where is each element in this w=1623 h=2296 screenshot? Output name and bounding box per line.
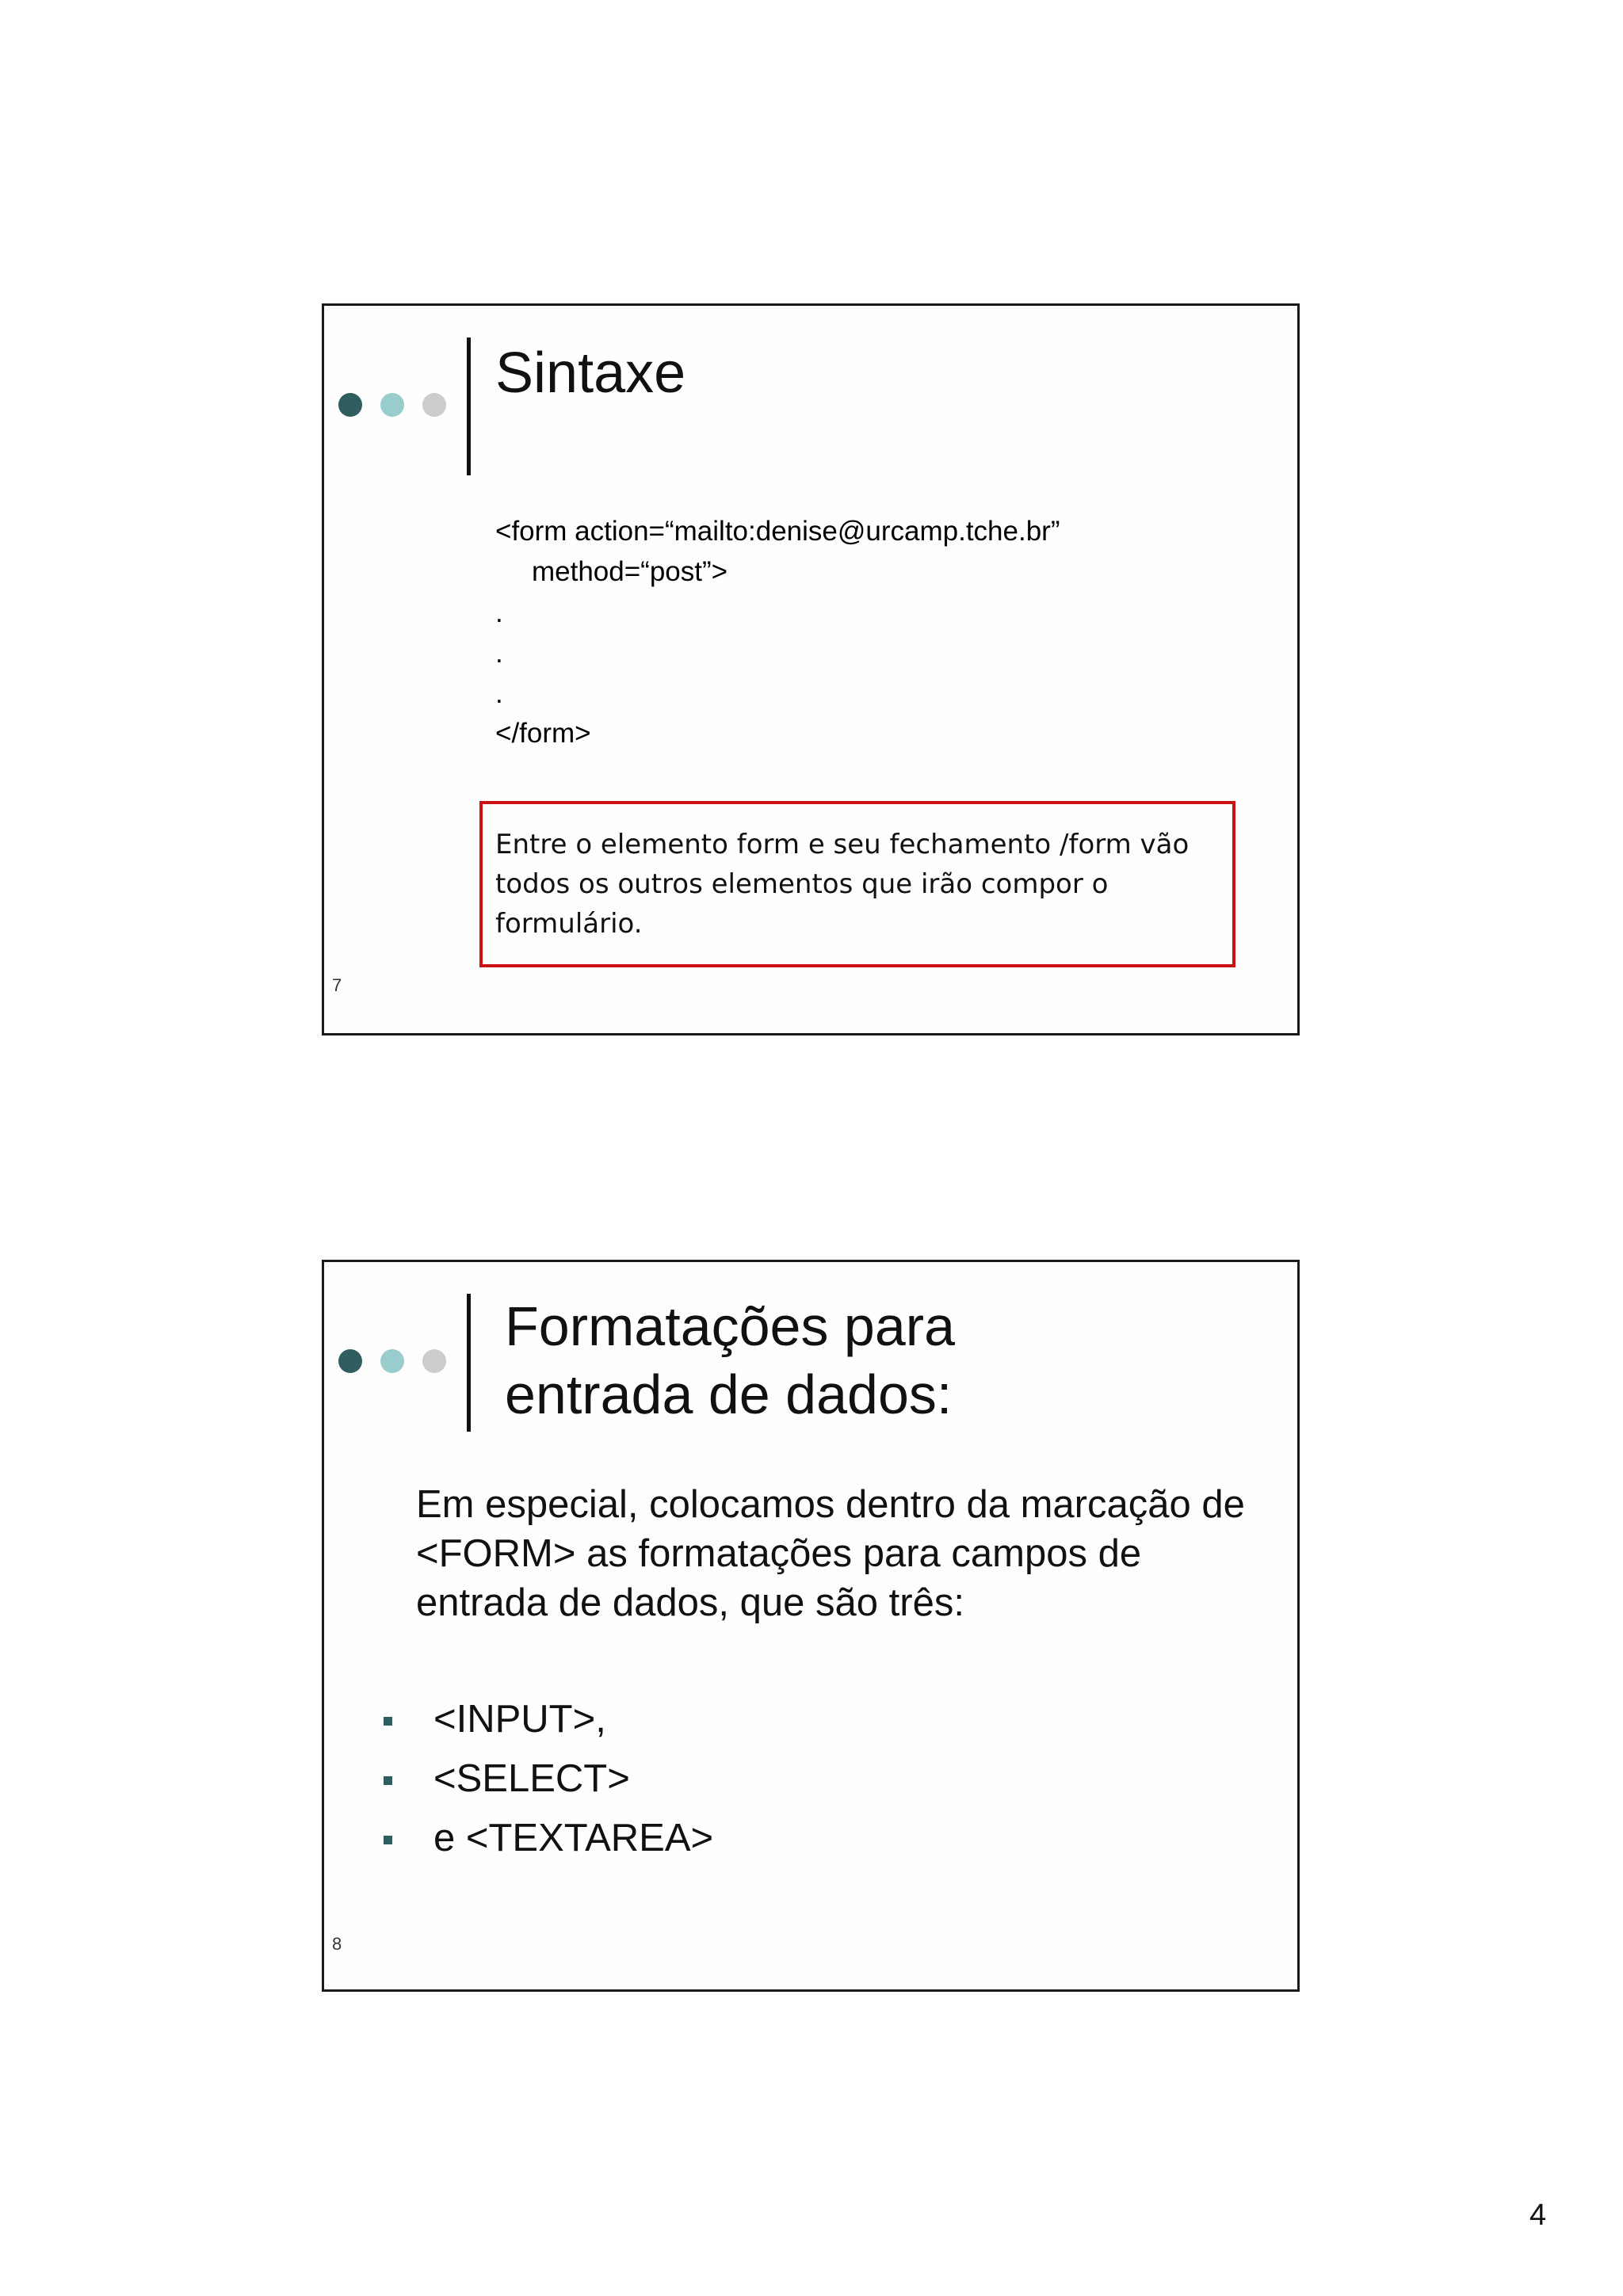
code-line-close: </form> [495,717,591,749]
code-ellipsis-dot: . [495,637,503,669]
title-divider [467,1294,471,1432]
slide-8 [322,1260,1300,1992]
dot-gray [422,393,446,417]
slide-title: Sintaxe [495,341,686,405]
code-ellipsis-dot: . [495,597,503,628]
square-bullet-icon [384,1717,392,1726]
slide-number: 8 [332,1934,342,1954]
list-item [380,1809,713,1868]
dot-dark-teal [338,393,362,417]
note-box: Entre o elemento form e seu fechamento /form vão todos os outros elementos que irão compor o formulário. [479,801,1235,967]
decorative-dots [338,393,446,417]
dot-light-teal [380,393,404,417]
list-item [380,1690,713,1749]
slide-title: Formatações para entrada de dados: [505,1295,956,1425]
bullet-list [380,1690,713,1868]
bullet-text: e <TEXTAREA> [433,1817,714,1859]
code-line-method: method=“post”> [532,555,728,587]
bullet-text: <SELECT> [433,1757,630,1800]
intro-paragraph: Em especial, colocamos dentro da marcação de <FORM> as formatações para campos de entrada de dados, que são três: [416,1483,1245,1624]
page-number: 4 [1529,2199,1547,2232]
dot-dark-teal [338,1349,362,1373]
square-bullet-icon [384,1776,392,1785]
slide-7 [322,303,1300,1035]
dot-light-teal [380,1349,404,1373]
title-divider [467,338,471,475]
bullet-text: <INPUT>, [433,1698,606,1741]
slide-number: 7 [332,975,342,995]
square-bullet-icon [384,1836,392,1844]
code-example [495,512,1060,753]
decorative-dots [338,1349,446,1373]
list-item [380,1749,713,1809]
dot-gray [422,1349,446,1373]
code-line-open: <form action=“mailto:denise@urcamp.tche.br” [495,516,1060,547]
code-ellipsis-dot: . [495,677,503,709]
